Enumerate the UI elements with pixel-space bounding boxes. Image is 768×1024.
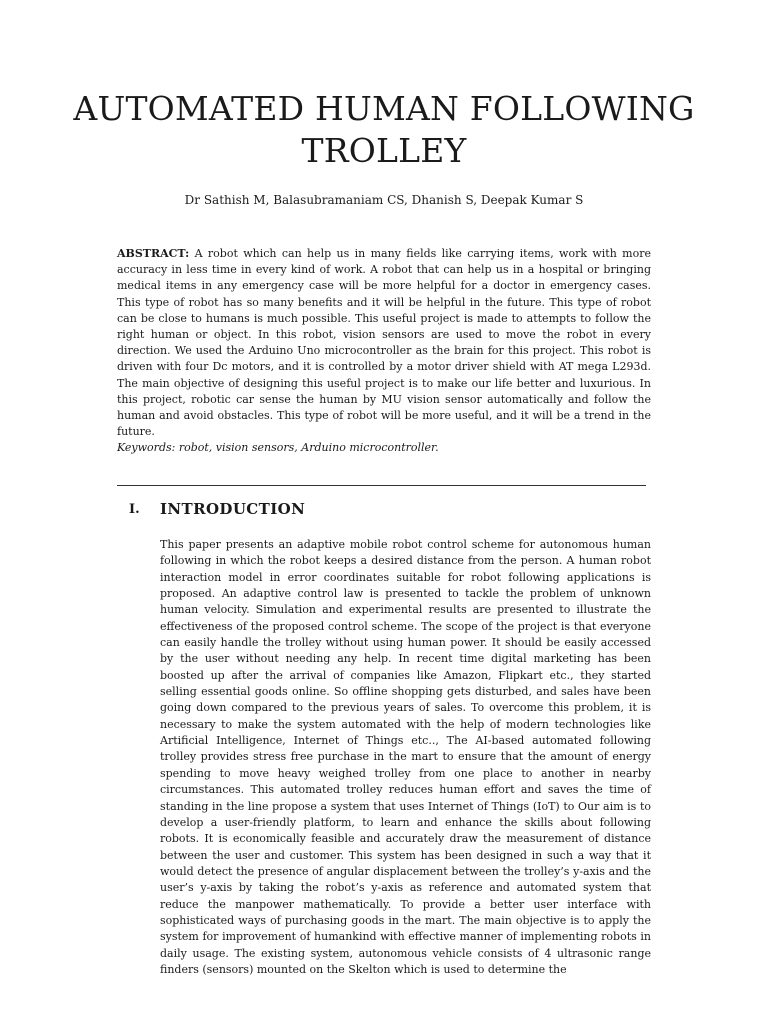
keywords-line: Keywords: robot, vision sensors, Arduino microcontroller. [117, 441, 439, 454]
abstract-paragraph [117, 246, 651, 440]
section-divider [117, 485, 646, 486]
section-heading: INTRODUCTION [160, 500, 306, 518]
paper-title: AUTOMATED HUMAN FOLLOWING TROLLEY [73, 89, 695, 170]
introduction-body: This paper presents an adaptive mobile robot control scheme for autonomous human following in which the robot keeps a desired distance from the person. A human robot interaction model in error coordinates suitable for robot following applications is proposed. An adaptive control law is presented to tackle the problem of unknown human velocity. Simulation and experimental results are presented to illustrate the effectiveness of the proposed control scheme. The scope of the project is that everyone can easily handle the trolley without using human power. It should be easily accessed by the user without needing any help. In recent time digital marketing has been boosted up after the arrival of companies like Amazon, Flipkart etc., they started selling essential goods online. So offline shopping gets disturbed, and sales have been going down compared to the previous years of sales. To overcome this problem, it is necessary to make the system automated with the help of modern technologies like Artificial Intelligence, Internet of Things etc.., The AI-based automated following trolley provides stress free purchase in the mart to ensure that the amount of energy spending to move heavy weighed trolley from one place to another in nearby circumstances. This automated trolley reduces human effort and saves the time of standing in the line propose a system that uses Internet of Things (IoT) to Our aim is to develop a user-friendly platform, to learn and enhance the skills about following robots. It is economically feasible and accurately draw the measurement of distance between the user and customer. This system has been designed in such a way that it would detect the presence of angular displacement between the trolley’s y-axis and the user’s y-axis by taking the robot’s y-axis as reference and automated system that reduce the manpower mathematically. To provide a better user interface with sophisticated ways of purchasing goods in the mart. The main objective is to apply the system for improvement of humankind with effective manner of implementing robots in daily usage. The existing system, autonomous vehicle consists of 4 ultrasonic range finders (sensors) mounted on the Skelton which is used to determine the [160, 538, 651, 976]
abstract-label: ABSTRACT: [117, 247, 190, 260]
section-number: I. [129, 502, 140, 517]
author-list: Dr Sathish M, Balasubramaniam CS, Dhanish S, Deepak Kumar S [184, 193, 584, 207]
abstract-text: A robot which can help us in many fields like carrying items, work with more accuracy in less time in every kind of work. A robot that can help us in a hospital or bringing medical items in any emergency case will be more helpful for a doctor in emergency cases. This type of robot has so many benefits and it will be helpful in the future. This type of robot can be close to humans is much possible. This useful project is made to attempts to follow the right human or object. In this robot, vision sensors are used to move the robot in every direction. We used the Arduino Uno microcontroller as the brain for this project. This robot is driven with four Dc motors, and it is controlled by a motor driver shield with AT mega L293d. The main objective of designing this useful project is to make our life better and luxurious. In this project, robotic car sense the human by MU vision sensor automatically and follow the human and avoid obstacles. This type of robot will be more useful, and it will be a trend in the future. [117, 247, 651, 439]
